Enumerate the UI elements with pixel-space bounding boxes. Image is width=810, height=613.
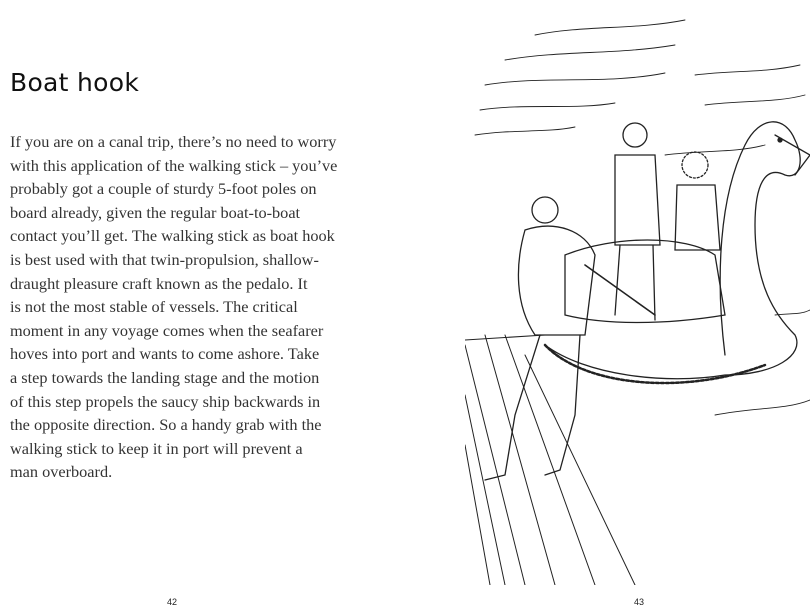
text-line: moment in any voyage comes when the seafarer (10, 320, 324, 340)
text-line: is best used with that twin-propulsion, shallow- (10, 249, 319, 269)
text-line: hoves into port and wants to come ashore. Take (10, 344, 320, 364)
text-line: is not the most stable of vessels. The critical (10, 297, 298, 317)
text-line: walking stick to keep it in port will prevent a (10, 438, 303, 458)
text-line: If you are on a canal trip, there’s no need to worry (10, 132, 337, 151)
swan-pedalo (545, 122, 810, 383)
crouching-man (485, 197, 655, 480)
woman-figure (675, 152, 720, 250)
text-line: man overboard. (10, 462, 113, 482)
text-line: with this application of the walking stick – you’ve (10, 155, 338, 175)
page-title: Boat hook (10, 68, 140, 97)
text-line: contact you’ll get. The walking stick as boat hook (10, 226, 335, 246)
text-line: the opposite direction. So a handy grab with the (10, 415, 322, 435)
text-line: of this step propels the saucy ship backwards in (10, 391, 321, 411)
text-line: draught pleasure craft known as the pedalo. It (10, 273, 308, 293)
pedalo-illustration (465, 15, 810, 585)
text-line: probably got a couple of sturdy 5-foot poles on (10, 179, 317, 199)
text-line: a step towards the landing stage and the motion (10, 367, 320, 387)
page-number-left: 42 (167, 597, 178, 607)
page-number-right: 43 (634, 597, 645, 607)
text-line: board already, given the regular boat-to-boat (10, 202, 301, 222)
wooden-dock (465, 335, 635, 585)
body-text (10, 130, 337, 484)
